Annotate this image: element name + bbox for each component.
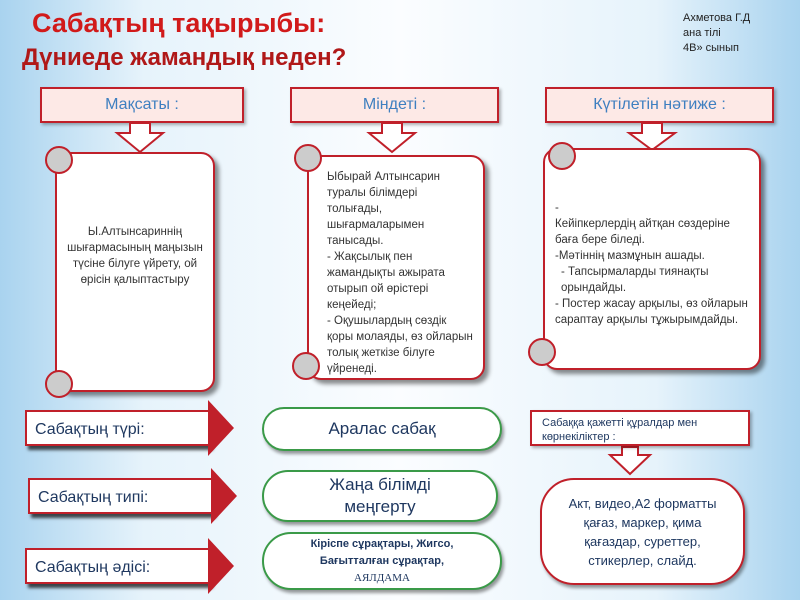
scroll-curl-icon — [548, 142, 576, 170]
arrow-head-icon — [211, 468, 237, 524]
lesson-kind-text: Аралас сабақ — [328, 419, 436, 438]
lesson-kind-label: Сабақтың түрі: — [25, 410, 210, 446]
results-text-3: -Мәтіннің мазмұнын ашады. — [555, 250, 705, 262]
down-arrow-icon — [117, 123, 163, 152]
title-line1: Сабақтың тақырыбы: — [32, 8, 326, 38]
tasks-header: Міндеті : — [290, 87, 499, 123]
author-name: Ахметова Г.Д — [683, 12, 751, 24]
goals-header: Мақсаты : — [40, 87, 244, 123]
lesson-method-value — [262, 532, 502, 590]
tools-header: Сабаққа қажетті құралдар мен көрнекіліктер : — [530, 410, 750, 446]
lesson-method-label: Сабақтың әдісі: — [25, 548, 210, 584]
lesson-method-text-1: Кіріспе сұрақтары, Жигсо, — [310, 537, 454, 550]
down-arrow-icon — [610, 447, 650, 474]
results-text-1: - — [555, 202, 559, 214]
tasks-text-3: - Оқушылардың сөздік қоры молаяды, өз ойларын толық жеткізе білуге үйренеді. — [327, 315, 473, 375]
scroll-curl-icon — [45, 370, 73, 398]
author-subject: ана тілі — [683, 27, 721, 39]
down-arrow-icon — [369, 123, 415, 152]
scroll-curl-icon — [528, 338, 556, 366]
title-line2: Дүниеде жамандық неден? — [22, 44, 347, 71]
results-text-2: Кейіпкерлердің айтқан сөздеріне баға бере біледі. — [555, 218, 730, 246]
goals-text: Ы.Алтынсариннің шығармасының маңызын түсіне білуге үйрету, ой өрісін қалыптастыру — [67, 226, 203, 286]
down-arrow-icon — [629, 123, 675, 150]
tasks-scroll — [307, 155, 485, 380]
arrow-head-icon — [208, 400, 234, 456]
tools-text: Акт, видео,А2 форматты қағаз, маркер, қима қағаздар, суреттер, стикерлер, слайд. — [568, 495, 717, 568]
lesson-method-text-2: Бағытталған сұрақтар, — [319, 554, 445, 567]
lesson-type-label: Сабақтың типі: — [28, 478, 213, 514]
results-header: Күтілетін нәтиже : — [545, 87, 774, 123]
lesson-type-value — [262, 470, 498, 522]
results-text-4: - Тапсырмаларды тиянақты орындайды. — [561, 266, 709, 294]
results-scroll — [543, 148, 761, 370]
scroll-curl-icon — [292, 352, 320, 380]
tasks-text-2: - Жақсылық пен жамандықты ажырата отырып ой өрістері кеңейеді; — [327, 251, 445, 311]
results-text-5: - Постер жасау арқылы, өз ойларын сараптау арқылы тұжырымдайды. — [555, 298, 748, 326]
author-class: 4В» сынып — [683, 42, 739, 54]
lesson-kind-value — [262, 407, 502, 451]
lesson-type-text: Жаңа білімді меңгерту — [329, 475, 431, 516]
arrow-head-icon — [208, 538, 234, 594]
tasks-text-1: Ыбырай Алтынсарин туралы білімдері толығады, шығармаларымен танысады. — [327, 171, 441, 247]
goals-scroll — [55, 152, 215, 392]
lesson-method-text-3: АЯЛДАМА — [354, 571, 410, 584]
scroll-curl-icon — [294, 144, 322, 172]
scroll-curl-icon — [45, 146, 73, 174]
tools-value — [540, 478, 745, 585]
